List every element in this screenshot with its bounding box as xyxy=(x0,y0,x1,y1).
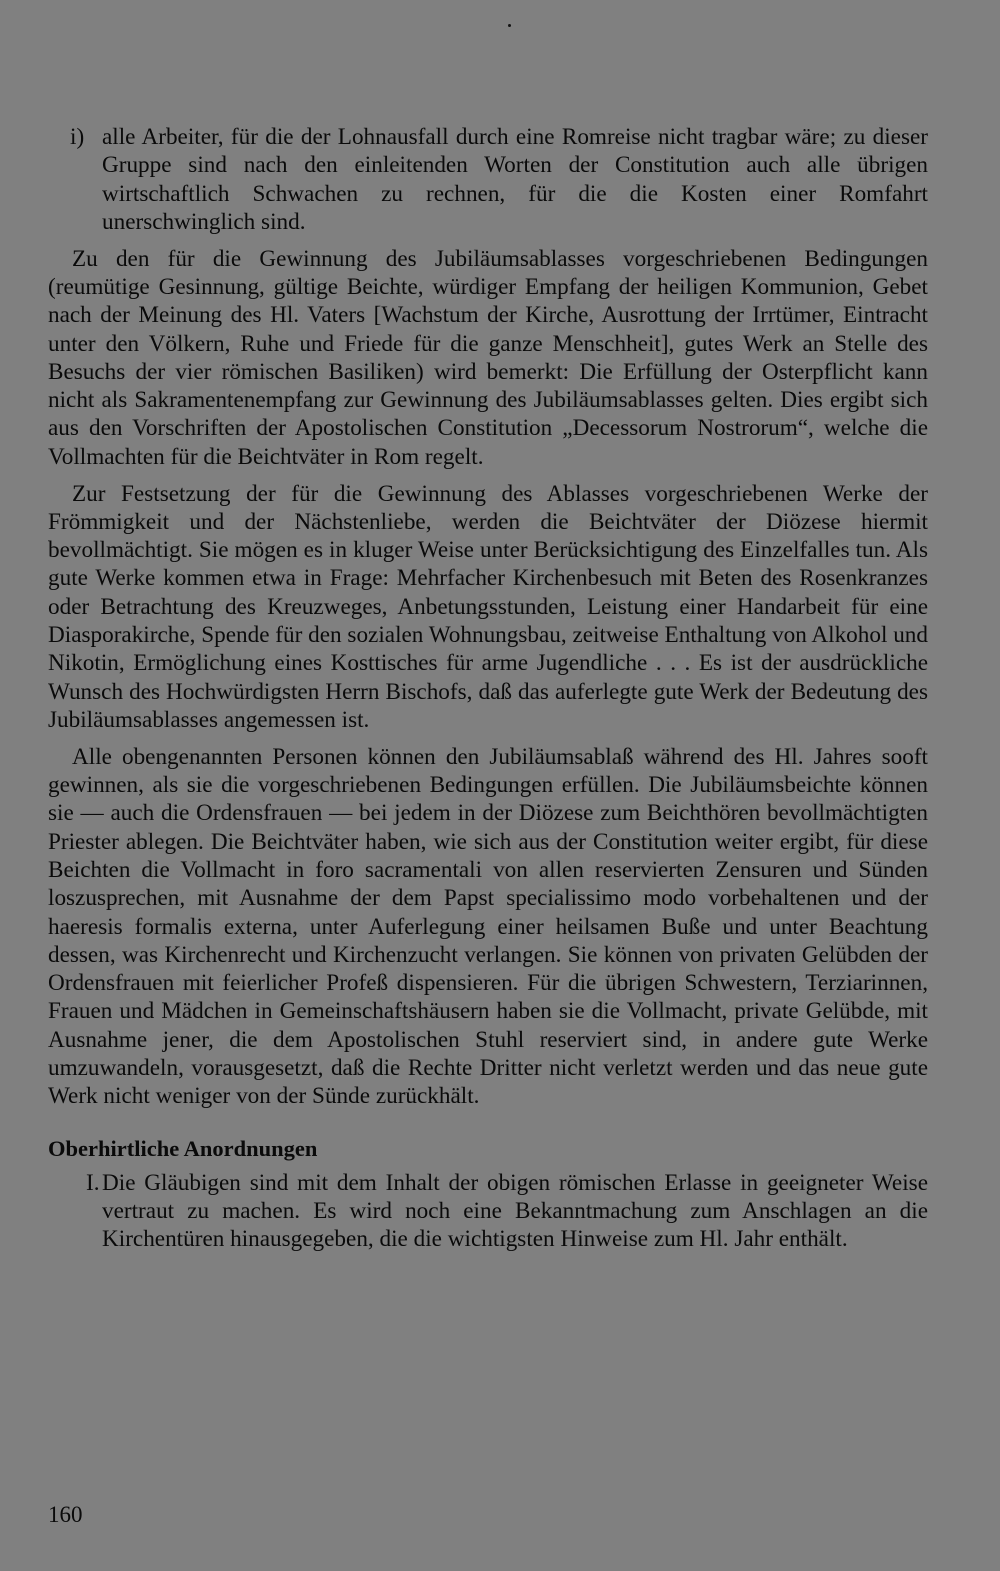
list-item-I-text: Die Gläubigen sind mit dem Inhalt der obigen römischen Erlasse in geeigneter Weise vertraut zu machen. Es wird noch eine Bekanntmachung zum Anschlagen an die Kirchentüren hinausgegeben, die die wichtigsten Hinweise zum Hl. Jahr enthält. xyxy=(102,1169,928,1253)
list-marker-I: I. xyxy=(86,1169,100,1196)
list-item-I xyxy=(48,1169,928,1254)
speck-mark xyxy=(508,24,511,27)
page-number: 160 xyxy=(48,1502,83,1527)
paragraph-confession: Alle obengenannten Personen können den Jubiläumsablaß während des Hl. Jahres sooft gewinnen, als sie die vorgeschriebenen Bedingungen erfüllen. Die Jubiläumsbeichte können sie — auch die Ordensfrauen — bei jedem in der Diözese zum Beichthören bevollmächtigten Priester ablegen. Die Beichtväter haben, wie sich aus der Constitution weiter ergibt, für diese Beichten die Vollmacht in foro sacramentali von allen reservierten Zensuren und Sünden loszusprechen, mit Ausnahme der dem Papst specialissimo modo vorbehaltenen und der haeresis formalis externa, unter Auferlegung einer heilsamen Buße und unter Beachtung dessen, was Kirchenrecht und Kirchenzucht verlangen. Sie können von privaten Gelübden der Ordensfrauen mit feierlicher Profeß dispensieren. Für die übrigen Schwestern, Terziarinnen, Frauen und Mädchen in Gemeinschaftshäusern haben sie die Vollmacht, private Gelübde, mit Ausnahme jener, die dem Apostolischen Stuhl reserviert sind, in andere gute Werke umzuwandeln, vorausgesetzt, daß die Rechte Dritter nicht verletzt werden und das neue gute Werk nicht weniger von der Sünde zurückhält. xyxy=(48,743,928,1110)
list-marker-i: i) xyxy=(70,124,85,150)
list-item-i-text: alle Arbeiter, für die der Lohnausfall durch eine Romreise nicht tragbar wäre; zu dieser Gruppe sind nach den einleitenden Worten der Constitution auch alle übrigen wirtschaftlich Schwachen zu rechnen, für die die Kosten einer Romfahrt unerschwinglich sind. xyxy=(102,124,928,235)
paragraph-good-works: Zur Festsetzung der für die Gewinnung des Ablasses vorgeschriebenen Werke der Frömmigkeit und der Nächstenliebe, werden die Beichtväter der Diözese hiermit bevollmächtigt. Sie mögen es in kluger Weise unter Berücksichtigung des Einzelfalles tun. Als gute Werke kommen etwa in Frage: Mehrfacher Kirchenbesuch mit Beten des Rosenkranzes oder Betrachtung des Kreuzweges, Anbetungsstunden, Leistung einer Handarbeit für eine Diasporakirche, Spende für den sozialen Wohnungsbau, zeitweise Enthaltung von Alkohol und Nikotin, Ermöglichung eines Kosttisches für arme Jugendliche . . . Es ist der ausdrückliche Wunsch des Hochwürdigsten Herrn Bischofs, daß das auferlegte gute Werk der Bedeutung des Jubiläumsablasses angemessen ist. xyxy=(48,480,928,733)
body-text xyxy=(48,123,928,1254)
list-item-i xyxy=(48,123,928,236)
paragraph-conditions: Zu den für die Gewinnung des Jubiläumsablasses vorgeschriebenen Bedingungen (reumütige Gesinnung, gültige Beichte, würdiger Empfang der heiligen Kommunion, Gebet nach der Meinung des Hl. Vaters [Wachstum der Kirche, Ausrottung der Irrtümer, Eintracht unter den Völkern, Ruhe und Friede für die ganze Menschheit], gutes Werk an Stelle des Besuchs der vier römischen Basiliken) wird bemerkt: Die Erfüllung der Osterpflicht kann nicht als Sakramentenempfang zur Gewinnung des Jubiläumsablasses gelten. Dies ergibt sich aus den Vorschriften der Apostolischen Constitution „Decessorum Nostrorum“, welche die Vollmachten für die Beichtväter in Rom regelt. xyxy=(48,245,928,470)
section-heading: Oberhirtliche Anordnungen xyxy=(48,1135,318,1161)
